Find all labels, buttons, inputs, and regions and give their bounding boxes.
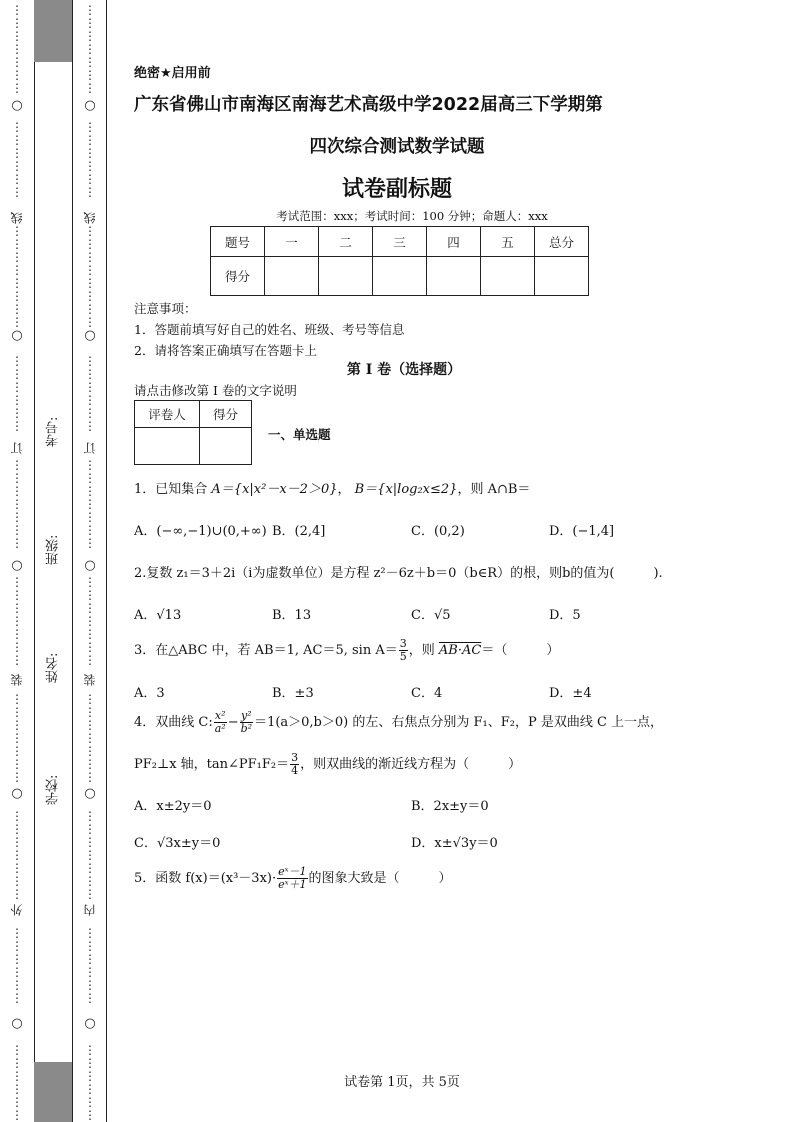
dot-mark: ⋮ xyxy=(84,497,96,511)
question-1-set-b: B＝{x|log₂x≤2} xyxy=(354,482,458,497)
page-title-line1: 广东省佛山市南海区南海艺术高级中学2022届高三下学期第 xyxy=(134,95,603,115)
q4-option-a[interactable]: A．x±2y＝0 xyxy=(134,799,212,814)
dot-mark: ⋮ xyxy=(84,3,96,17)
notes xyxy=(134,298,404,361)
margin-border-outer xyxy=(34,0,35,1122)
question-5 xyxy=(134,866,452,891)
question-1-ask: ，则 A∩B＝ xyxy=(457,482,531,497)
dot-mark: ⋮ xyxy=(11,172,23,186)
dot-mark: ⋮ xyxy=(84,146,96,160)
page-subtitle: 试卷副标题 xyxy=(341,177,452,202)
grader-cell xyxy=(200,428,252,465)
score-cell xyxy=(265,257,319,296)
dot-mark: ⋮ xyxy=(84,484,96,498)
dot-mark: ⋮ xyxy=(11,42,23,56)
dot-mark: ⋮ xyxy=(84,16,96,30)
question-4 xyxy=(134,710,663,735)
dot-mark: ⋮ xyxy=(84,1095,96,1109)
question-4-text-a: 4．双曲线 C: xyxy=(134,715,213,730)
dot-mark: ⋮ xyxy=(84,614,96,628)
dot-mark: ⋮ xyxy=(84,393,96,407)
dot-mark: ⋮ xyxy=(84,640,96,654)
binding-label: 订 xyxy=(83,442,97,454)
q1-option-a[interactable]: A．(−∞,−1)∪(0,+∞) xyxy=(134,524,267,539)
score-header-cell: 二 xyxy=(319,227,373,257)
dot-mark: ⋮ xyxy=(84,419,96,433)
dot-mark: ⋮ xyxy=(84,471,96,485)
binding-circle: ○ xyxy=(11,1016,23,1031)
binding-circle: ○ xyxy=(84,558,96,573)
notes-heading: 注意事项： xyxy=(134,301,197,316)
score-cell xyxy=(427,257,481,296)
dot-mark: ⋮ xyxy=(84,653,96,667)
dot-mark: ⋮ xyxy=(11,887,23,901)
dot-mark: ⋮ xyxy=(84,874,96,888)
grader-cell xyxy=(135,428,200,465)
dot-mark: ⋮ xyxy=(11,653,23,667)
dot-mark: ⋮ xyxy=(11,965,23,979)
dot-mark: ⋮ xyxy=(11,731,23,745)
dot-mark: ⋮ xyxy=(11,536,23,550)
dot-mark: ⋮ xyxy=(84,159,96,173)
margin-border-mid xyxy=(72,0,73,1122)
score-header-cell: 四 xyxy=(427,227,481,257)
binding-label: 内 xyxy=(83,904,97,916)
dot-mark: ⋮ xyxy=(11,484,23,498)
question-4-line2 xyxy=(134,752,521,777)
question-2: 2.复数 z₁＝3＋2i（i为虚数单位）是方程 z²－6z＋b＝0（b∈R）的根，则b的值为( ). xyxy=(134,566,663,581)
dot-mark: ⋮ xyxy=(84,926,96,940)
question-4-frac3 xyxy=(290,752,299,777)
binding-circle: ○ xyxy=(11,558,23,573)
binding-label: 装 xyxy=(83,674,97,686)
dot-mark: ⋮ xyxy=(84,848,96,862)
part-title: 第 I 卷（选择题） xyxy=(346,362,462,378)
dot-mark: ⋮ xyxy=(84,250,96,264)
dot-mark: ⋮ xyxy=(11,861,23,875)
field-name: 姓名: xyxy=(46,652,61,684)
q2-option-d[interactable]: D．5 xyxy=(549,608,581,623)
question-4-frac1 xyxy=(214,710,227,735)
score-table xyxy=(210,226,589,296)
dot-mark: ⋮ xyxy=(11,757,23,771)
dot-mark: ⋮ xyxy=(11,705,23,719)
field-exam-number: 考号: xyxy=(46,416,61,448)
question-4-line2-b: ，则双曲线的渐近线方程为（ ） xyxy=(300,757,522,772)
dot-mark: ⋮ xyxy=(11,848,23,862)
dot-mark: ⋮ xyxy=(11,926,23,940)
question-1-set-a: A＝{x|x²－x－2＞0} xyxy=(211,482,338,497)
dot-mark: ⋮ xyxy=(11,185,23,199)
dot-mark: ⋮ xyxy=(11,29,23,43)
dot-mark: ⋮ xyxy=(84,237,96,251)
q1-option-b[interactable]: B．(2,4] xyxy=(272,524,326,539)
q4-option-b[interactable]: B．2x±y＝0 xyxy=(411,799,489,814)
q3-option-b[interactable]: B．±3 xyxy=(272,686,314,701)
dot-mark: ⋮ xyxy=(11,744,23,758)
dot-mark: ⋮ xyxy=(11,159,23,173)
dot-mark: ⋮ xyxy=(11,497,23,511)
dot-mark: ⋮ xyxy=(11,822,23,836)
dot-mark: ⋮ xyxy=(11,523,23,537)
dot-mark: ⋮ xyxy=(11,1095,23,1109)
question-3-text-c: ＝（ ） xyxy=(481,643,560,658)
dot-mark: ⋮ xyxy=(11,575,23,589)
part-click-note: 请点击修改第 I 卷的文字说明 xyxy=(134,383,297,398)
field-school: 学校: xyxy=(46,774,61,806)
field-class: 班级: xyxy=(46,534,61,566)
dot-mark: ⋮ xyxy=(11,1056,23,1070)
dot-mark: ⋮ xyxy=(84,55,96,69)
binding-circle: ○ xyxy=(11,786,23,801)
dot-mark: ⋮ xyxy=(11,1043,23,1057)
dot-mark: ⋮ xyxy=(84,68,96,82)
question-4-frac1-den: a² xyxy=(214,722,226,735)
dot-mark: ⋮ xyxy=(84,263,96,277)
dot-mark: ⋮ xyxy=(11,809,23,823)
q1-option-d[interactable]: D．(−1,4] xyxy=(549,524,615,539)
dot-mark: ⋮ xyxy=(11,939,23,953)
dot-mark: ⋮ xyxy=(11,471,23,485)
dot-mark: ⋮ xyxy=(11,68,23,82)
question-4-line2-a: PF₂⊥x 轴，tan∠PF₁F₂＝ xyxy=(134,757,290,772)
dot-mark: ⋮ xyxy=(11,952,23,966)
dot-mark: ⋮ xyxy=(84,887,96,901)
dot-mark: ⋮ xyxy=(11,354,23,368)
dot-mark: ⋮ xyxy=(84,354,96,368)
notes-item: 1．答题前填写好自己的姓名、班级、考号等信息 xyxy=(134,322,405,337)
question-4-minus: − xyxy=(227,715,239,730)
dot-mark: ⋮ xyxy=(11,81,23,95)
grader-header-cell: 评卷人 xyxy=(135,401,200,428)
question-5-frac-num: eˣ－1 xyxy=(278,865,307,878)
score-cell xyxy=(373,257,427,296)
dot-mark: ⋮ xyxy=(11,1082,23,1096)
page-footer: 试卷第 1页，共 5页 xyxy=(344,1075,460,1090)
dot-mark: ⋮ xyxy=(11,588,23,602)
dot-mark: ⋮ xyxy=(11,419,23,433)
dot-mark: ⋮ xyxy=(11,367,23,381)
question-3 xyxy=(134,638,559,663)
dot-mark: ⋮ xyxy=(84,744,96,758)
binding-circle: ○ xyxy=(84,1016,96,1031)
q2-option-a[interactable]: A．√13 xyxy=(134,608,182,623)
dot-mark: ⋮ xyxy=(11,874,23,888)
dot-mark: ⋮ xyxy=(84,835,96,849)
notes-item: 2．请将答案正确填写在答题卡上 xyxy=(134,343,317,358)
question-3-fraction xyxy=(399,638,408,663)
inner-dotted-line xyxy=(82,0,98,1122)
question-3-text-b: ，则 xyxy=(408,643,435,658)
binding-circle: ○ xyxy=(11,98,23,113)
q2-option-b[interactable]: B．13 xyxy=(272,608,312,623)
dot-mark: ⋮ xyxy=(84,1056,96,1070)
dot-mark: ⋮ xyxy=(11,991,23,1005)
question-4-frac2-den: b² xyxy=(240,722,253,735)
dot-mark: ⋮ xyxy=(84,575,96,589)
binding-label: 外 xyxy=(10,904,24,916)
dot-mark: ⋮ xyxy=(84,276,96,290)
margin-gray-top xyxy=(34,0,72,62)
dot-mark: ⋮ xyxy=(11,458,23,472)
dot-mark: ⋮ xyxy=(84,536,96,550)
dot-mark: ⋮ xyxy=(11,406,23,420)
dot-mark: ⋮ xyxy=(11,250,23,264)
dot-mark: ⋮ xyxy=(84,224,96,238)
score-header-cell: 三 xyxy=(373,227,427,257)
binding-circle: ○ xyxy=(84,328,96,343)
score-header-cell: 一 xyxy=(265,227,319,257)
dot-mark: ⋮ xyxy=(84,1082,96,1096)
section-title: 一、单选题 xyxy=(268,427,331,442)
score-header-cell: 五 xyxy=(481,227,535,257)
dot-mark: ⋮ xyxy=(11,302,23,316)
margin-border-inner xyxy=(106,0,107,1122)
binding-label: 线 xyxy=(83,212,97,224)
dot-mark: ⋮ xyxy=(84,718,96,732)
dot-mark: ⋮ xyxy=(11,1069,23,1083)
score-row-label: 得分 xyxy=(211,257,265,296)
dot-mark: ⋮ xyxy=(11,3,23,17)
dot-mark: ⋮ xyxy=(84,29,96,43)
dot-mark: ⋮ xyxy=(11,1108,23,1122)
dot-mark: ⋮ xyxy=(11,133,23,147)
dot-mark: ⋮ xyxy=(84,510,96,524)
dot-mark: ⋮ xyxy=(84,133,96,147)
dot-mark: ⋮ xyxy=(84,939,96,953)
q4-option-d[interactable]: D．x±√3y＝0 xyxy=(411,836,498,851)
q4-option-c[interactable]: C．√3x±y＝0 xyxy=(134,836,221,851)
question-4-frac3-num: 3 xyxy=(291,751,299,764)
dot-mark: ⋮ xyxy=(11,380,23,394)
dot-mark: ⋮ xyxy=(84,458,96,472)
question-5-fraction xyxy=(277,866,307,891)
dot-mark: ⋮ xyxy=(11,224,23,238)
dot-mark: ⋮ xyxy=(11,770,23,784)
binding-circle: ○ xyxy=(84,98,96,113)
dot-mark: ⋮ xyxy=(11,718,23,732)
q3-option-c[interactable]: C．4 xyxy=(411,686,443,701)
question-3-vector: AB·AC xyxy=(438,643,482,658)
dot-mark: ⋮ xyxy=(84,289,96,303)
dot-mark: ⋮ xyxy=(84,965,96,979)
dot-mark: ⋮ xyxy=(84,367,96,381)
dot-mark: ⋮ xyxy=(84,1108,96,1122)
grader-header-cell: 得分 xyxy=(200,401,252,428)
question-1-prefix: 1．已知集合 xyxy=(134,482,208,497)
dot-mark: ⋮ xyxy=(84,822,96,836)
dot-mark: ⋮ xyxy=(11,263,23,277)
dot-mark: ⋮ xyxy=(84,523,96,537)
binding-label: 订 xyxy=(10,442,24,454)
dot-mark: ⋮ xyxy=(84,601,96,615)
dot-mark: ⋮ xyxy=(11,614,23,628)
dot-mark: ⋮ xyxy=(84,81,96,95)
dot-mark: ⋮ xyxy=(11,393,23,407)
q3-option-d[interactable]: D．±4 xyxy=(549,686,592,701)
binding-circle: ○ xyxy=(84,786,96,801)
question-3-text-a: 3．在△ABC 中，若 AB＝1, AC＝5, sin A＝ xyxy=(134,643,398,658)
dot-mark: ⋮ xyxy=(11,978,23,992)
dot-mark: ⋮ xyxy=(11,835,23,849)
q2-option-c[interactable]: C．√5 xyxy=(411,608,451,623)
dot-mark: ⋮ xyxy=(84,172,96,186)
dot-mark: ⋮ xyxy=(84,991,96,1005)
dot-mark: ⋮ xyxy=(84,978,96,992)
dot-mark: ⋮ xyxy=(84,692,96,706)
question-4-frac2-num: y² xyxy=(241,709,252,722)
dot-mark: ⋮ xyxy=(11,237,23,251)
exam-info: 考试范围：xxx；考试时间：100 分钟；命题人：xxx xyxy=(276,209,548,223)
dot-mark: ⋮ xyxy=(84,588,96,602)
dot-mark: ⋮ xyxy=(11,146,23,160)
dot-mark: ⋮ xyxy=(84,770,96,784)
grader-table xyxy=(134,400,252,465)
dot-mark: ⋮ xyxy=(84,705,96,719)
dot-mark: ⋮ xyxy=(84,302,96,316)
question-4-text-b: ＝1(a＞0,b＞0) 的左、右焦点分别为 F₁、F₂，P 是双曲线 C 上一点， xyxy=(254,715,664,730)
dot-mark: ⋮ xyxy=(11,315,23,329)
dot-mark: ⋮ xyxy=(11,692,23,706)
binding-circle: ○ xyxy=(11,328,23,343)
q1-option-c[interactable]: C．(0,2) xyxy=(411,524,465,539)
binding-label: 线 xyxy=(10,212,24,224)
score-header-cell: 总分 xyxy=(535,227,589,257)
secret-label: 绝密★启用前 xyxy=(134,66,211,81)
outer-dotted-line xyxy=(9,0,25,1122)
dot-mark: ⋮ xyxy=(11,16,23,30)
score-cell xyxy=(481,257,535,296)
dot-mark: ⋮ xyxy=(11,289,23,303)
question-5-text-b: 的图象大致是（ ） xyxy=(308,871,452,886)
dot-mark: ⋮ xyxy=(11,276,23,290)
binding-label: 装 xyxy=(10,674,24,686)
dot-mark: ⋮ xyxy=(84,731,96,745)
score-cell xyxy=(535,257,589,296)
q3-option-a[interactable]: A．3 xyxy=(134,686,165,701)
dot-mark: ⋮ xyxy=(11,120,23,134)
dot-mark: ⋮ xyxy=(11,55,23,69)
dot-mark: ⋮ xyxy=(11,510,23,524)
dot-mark: ⋮ xyxy=(84,380,96,394)
dot-mark: ⋮ xyxy=(84,185,96,199)
dot-mark: ⋮ xyxy=(84,42,96,56)
question-3-frac-num: 3 xyxy=(399,637,407,650)
page-title-line2: 四次综合测试数学试题 xyxy=(309,137,485,157)
dot-mark: ⋮ xyxy=(84,757,96,771)
dot-mark: ⋮ xyxy=(84,1043,96,1057)
score-cell xyxy=(319,257,373,296)
score-header-cell: 题号 xyxy=(211,227,265,257)
dot-mark: ⋮ xyxy=(84,809,96,823)
dot-mark: ⋮ xyxy=(84,861,96,875)
dot-mark: ⋮ xyxy=(11,640,23,654)
question-3-frac-den: 5 xyxy=(399,650,407,663)
dot-mark: ⋮ xyxy=(84,627,96,641)
dot-mark: ⋮ xyxy=(84,406,96,420)
dot-mark: ⋮ xyxy=(84,1069,96,1083)
question-5-text-a: 5．函数 f(x)＝(x³－3x)· xyxy=(134,871,277,886)
dot-mark: ⋮ xyxy=(84,315,96,329)
dot-mark: ⋮ xyxy=(84,120,96,134)
dot-mark: ⋮ xyxy=(11,601,23,615)
question-1: 1．已知集合 A＝{x|x²－x－2＞0}， B＝{x|log₂x≤2}，则 A∩B＝ xyxy=(134,482,531,497)
question-4-frac3-den: 4 xyxy=(291,764,299,777)
dot-mark: ⋮ xyxy=(11,627,23,641)
question-4-frac1-num: x² xyxy=(214,709,226,722)
question-5-frac-den: eˣ＋1 xyxy=(278,878,307,891)
dot-mark: ⋮ xyxy=(84,952,96,966)
question-4-frac2 xyxy=(240,710,253,735)
